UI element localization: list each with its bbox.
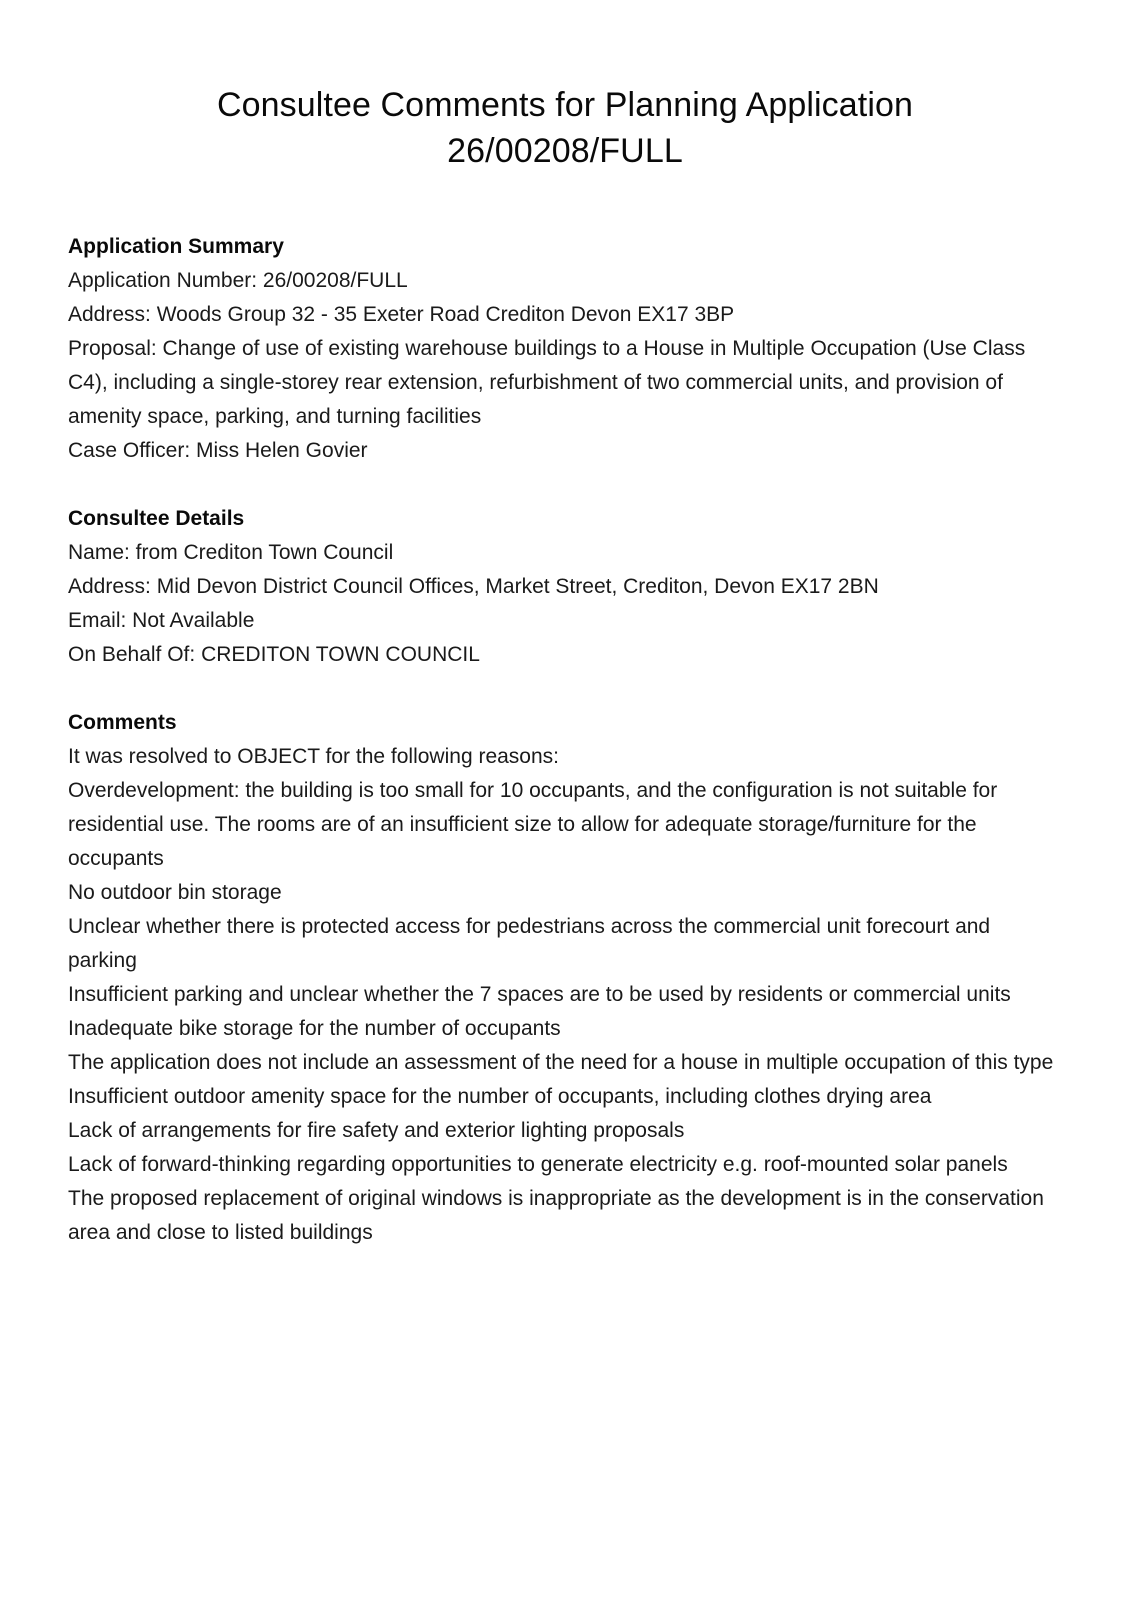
- comment-line: Insufficient outdoor amenity space for the number of occupants, including clothes drying area: [68, 1085, 932, 1108]
- comments-heading: Comments: [68, 711, 177, 734]
- comment-line: Lack of forward-thinking regarding opportunities to generate electricity e.g. roof-mounted solar panels: [68, 1153, 1008, 1176]
- consultee-details-heading: Consultee Details: [68, 507, 245, 530]
- application-proposal: Proposal: Change of use of existing warehouse buildings to a House in Multiple Occupation (Use Class C4), including a single-storey rear extension, refurbishment of two commercial units, and provision of amenity space, parking, and turning facilities: [68, 337, 1026, 428]
- comment-line: The proposed replacement of original windows is inappropriate as the development is in the conservation area and close to listed buildings: [68, 1187, 1044, 1244]
- title-line-2: 26/00208/FULL: [447, 132, 683, 170]
- consultee-address: Address: Mid Devon District Council Offices, Market Street, Crediton, Devon EX17 2BN: [68, 575, 879, 598]
- page-title: [68, 82, 1062, 174]
- application-number: Application Number: 26/00208/FULL: [68, 269, 408, 292]
- application-summary-section: [68, 230, 1062, 468]
- comments-section: [68, 706, 1062, 1250]
- comment-line: Insufficient parking and unclear whether the 7 spaces are to be used by residents or commercial units: [68, 983, 1011, 1006]
- comment-line: The application does not include an assessment of the need for a house in multiple occupation of this type: [68, 1051, 1054, 1074]
- consultee-name: Name: from Crediton Town Council: [68, 541, 394, 564]
- case-officer: Case Officer: Miss Helen Govier: [68, 439, 368, 462]
- comment-line: Inadequate bike storage for the number of occupants: [68, 1017, 561, 1040]
- comment-line: No outdoor bin storage: [68, 881, 282, 904]
- consultee-details-section: [68, 502, 1062, 672]
- comment-line: Lack of arrangements for fire safety and exterior lighting proposals: [68, 1119, 685, 1142]
- comment-line: Unclear whether there is protected access for pedestrians across the commercial unit forecourt and parking: [68, 915, 991, 972]
- consultee-on-behalf-of: On Behalf Of: CREDITON TOWN COUNCIL: [68, 643, 480, 666]
- comment-line: Overdevelopment: the building is too small for 10 occupants, and the configuration is not suitable for residential use. The rooms are of an insufficient size to allow for adequate storage/furniture for the occupants: [68, 779, 998, 870]
- application-summary-heading: Application Summary: [68, 235, 284, 258]
- title-line-1: Consultee Comments for Planning Application: [216, 86, 914, 124]
- consultee-email: Email: Not Available: [68, 609, 255, 632]
- comment-line: It was resolved to OBJECT for the following reasons:: [68, 745, 559, 768]
- application-address: Address: Woods Group 32 - 35 Exeter Road Crediton Devon EX17 3BP: [68, 303, 735, 326]
